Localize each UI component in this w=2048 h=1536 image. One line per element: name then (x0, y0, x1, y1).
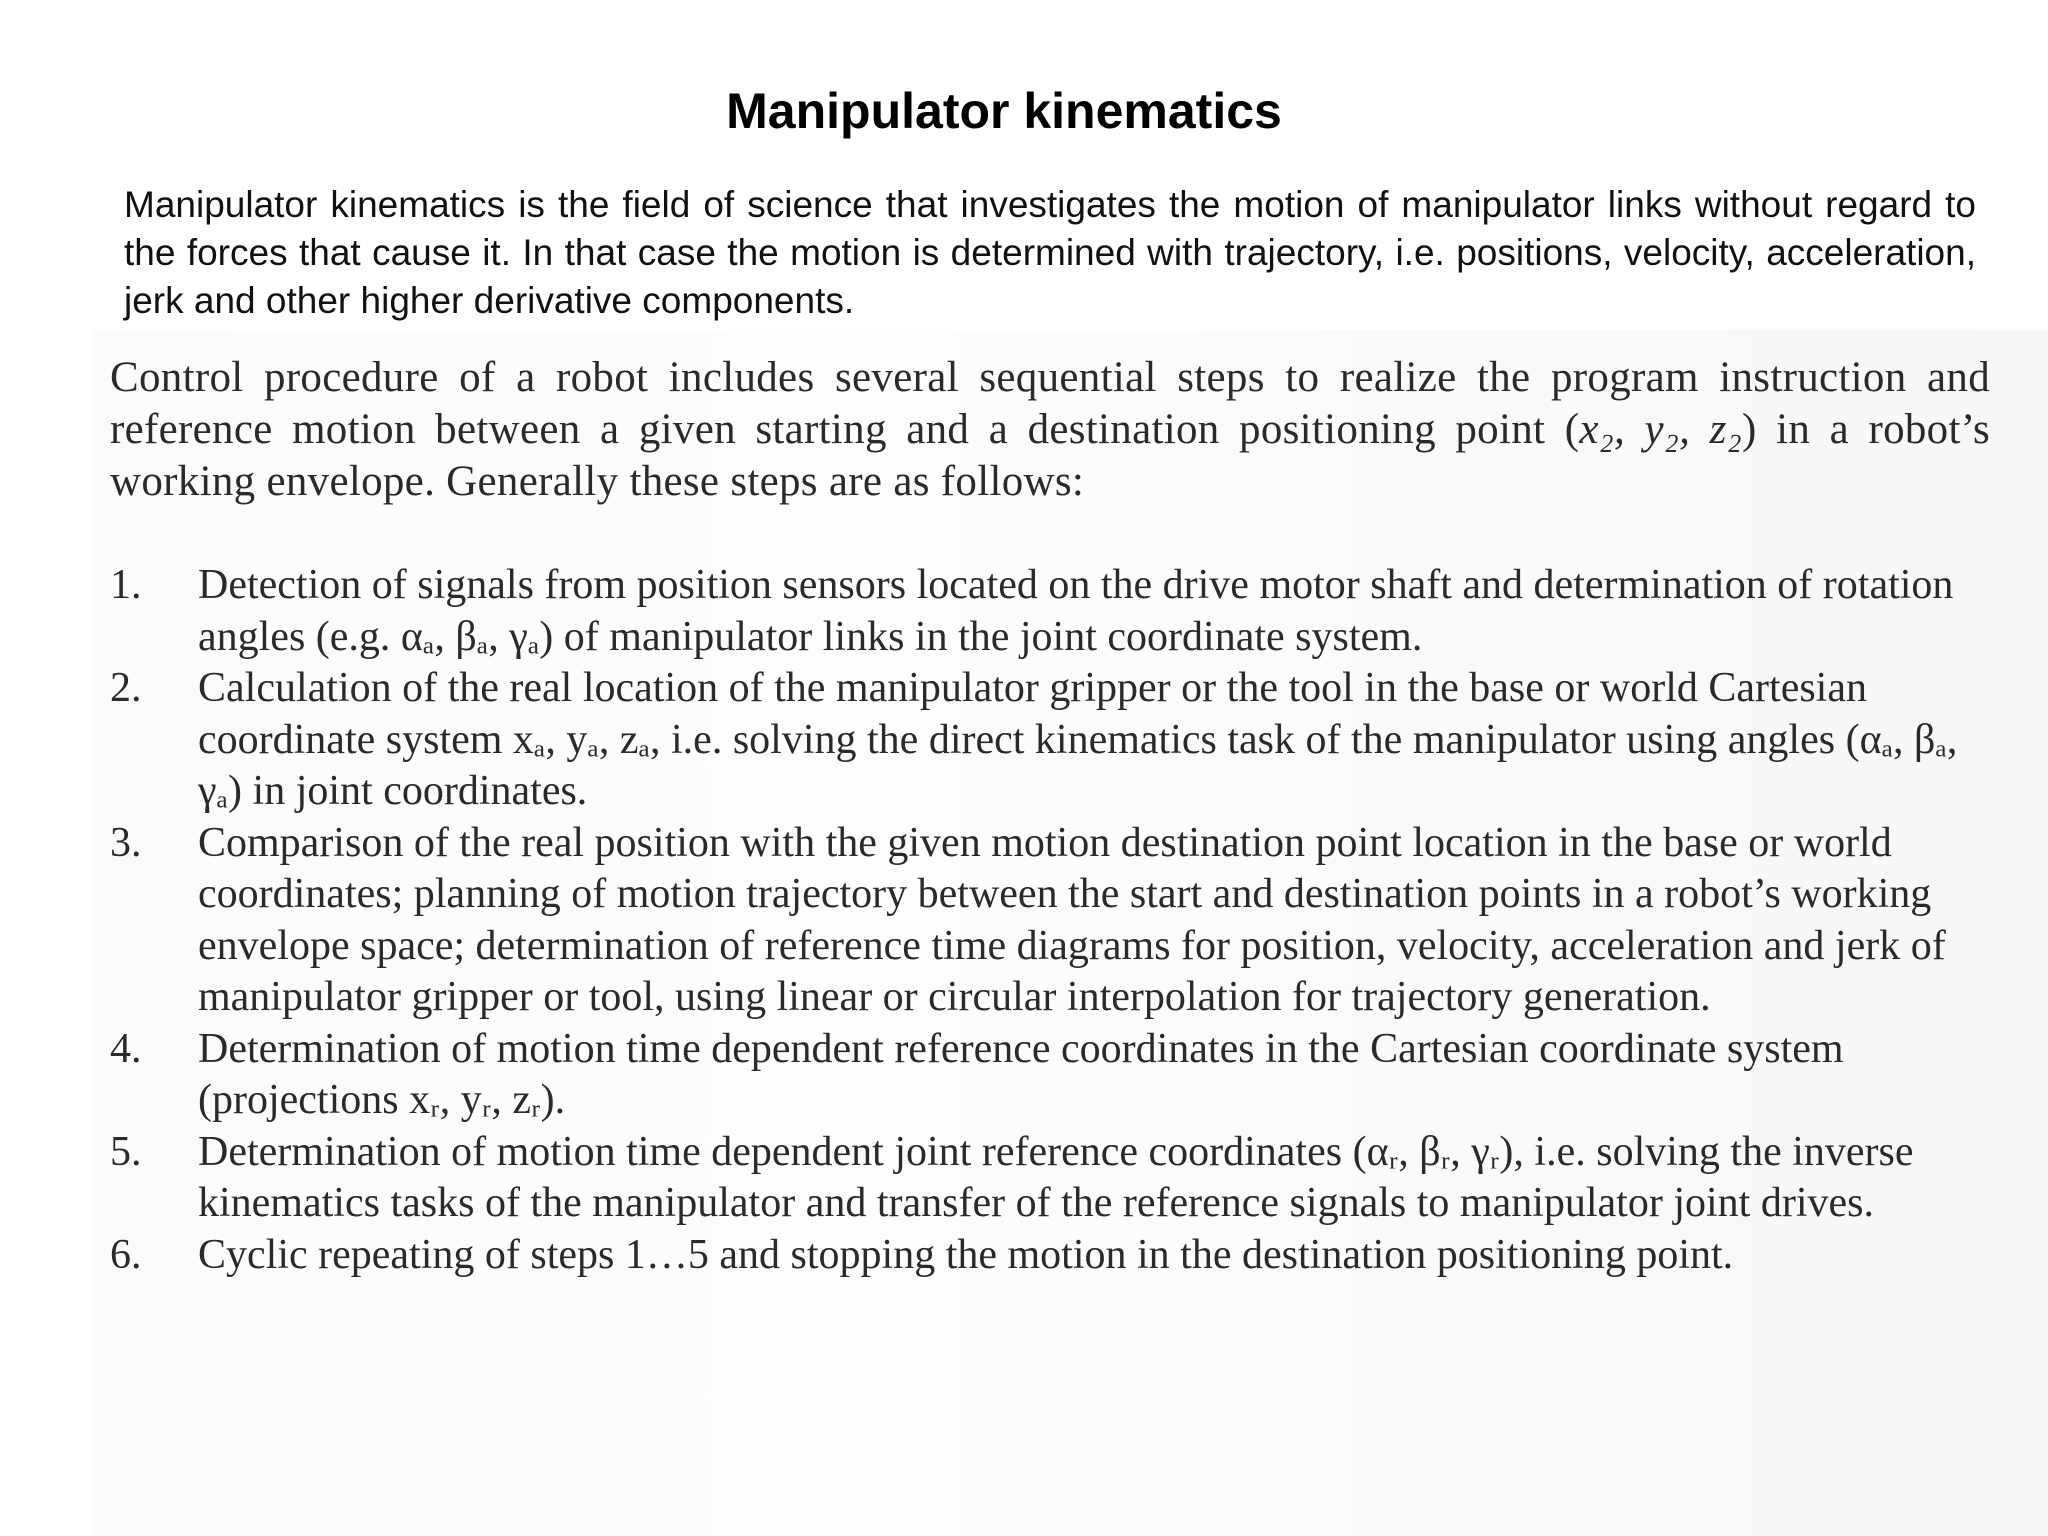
step-text: Cyclic repeating of steps 1…5 and stopping the motion in the destination positioning point. (198, 1231, 1734, 1278)
step-text: Detection of signals from position sensors located on the drive motor shaft and determination of rotation angles (e.g. αₐ, βₐ, γₐ) of manipulator links in the joint coordinate system. (198, 562, 1954, 660)
list-item (110, 560, 1990, 663)
list-item (110, 1024, 1990, 1127)
lead-text-after: ) in a robot’s working envelope. Generally these steps are as follows: (110, 406, 1991, 505)
step-text: Determination of motion time dependent reference coordinates in the Cartesian coordinate system (projections xᵣ, yᵣ, zᵣ). (198, 1025, 1844, 1123)
list-item (110, 1127, 1990, 1230)
list-item (110, 818, 1990, 1024)
step-number: 2. (110, 665, 142, 711)
step-number: 4. (110, 1025, 142, 1072)
step-number: 5. (110, 1128, 142, 1175)
step-text: Determination of motion time dependent joint reference coordinates (αᵣ, βᵣ, γᵣ), i.e. solving the inverse kinematics tasks of the manipulator and transfer of the reference signals to manipulator joint drives. (198, 1128, 1914, 1226)
lead-text-before: Control procedure of a robot includes several sequential steps to realize the program instruction and reference motion between a given starting and a destination positioning point ( (110, 354, 1990, 453)
step-text: Comparison of the real position with the given motion destination point location in the base or world coordinates; planning of motion trajectory between the start and destination points in a robot’s working envelope space; determination of reference time diagrams for position, velocity, acceleration and jerk of manipulator gripper or tool, using linear or circular interpolation for trajectory generation. (198, 819, 1946, 1020)
steps-list (110, 560, 1990, 1281)
lead-paragraph (110, 352, 1990, 508)
destination-coordinates: x₂, y₂, z₂ (1579, 406, 1742, 453)
list-item (110, 1230, 1990, 1282)
intro-paragraph: Manipulator kinematics is the field of science that investigates the motion of manipulator links without regard to the forces that cause it. In that case the motion is determined with trajectory, i.e. positions, velocity, acceleration, jerk and other higher derivative components. (124, 184, 1976, 321)
page-title: Manipulator kinematics (726, 83, 1282, 139)
step-text: Calculation of the real location of the manipulator gripper or the tool in the base or world Cartesian coordinate system xₐ, yₐ, zₐ, i.e. solving the direct kinematics task of the manipulator using angles (αₐ, βₐ, γₐ) in joint coordinates. (198, 665, 1958, 814)
step-number: 1. (110, 562, 142, 608)
step-number: 6. (110, 1231, 142, 1278)
scanned-text-block (110, 352, 1991, 1278)
step-number: 3. (110, 819, 142, 866)
list-item (110, 663, 1990, 818)
